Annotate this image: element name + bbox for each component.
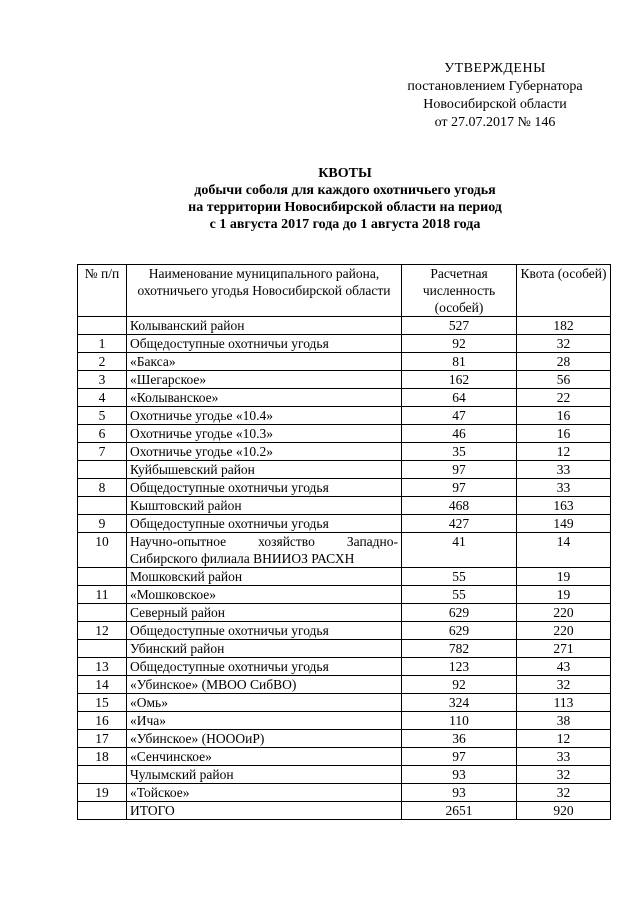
row-name: «Омь» bbox=[127, 694, 402, 712]
row-num: 19 bbox=[78, 784, 127, 802]
row-quota: 163 bbox=[517, 497, 611, 515]
row-population: 55 bbox=[402, 586, 517, 604]
document-title bbox=[80, 165, 610, 233]
row-population: 324 bbox=[402, 694, 517, 712]
row-population: 97 bbox=[402, 748, 517, 766]
table-row bbox=[78, 515, 611, 533]
row-num: 1 bbox=[78, 335, 127, 353]
row-population: 123 bbox=[402, 658, 517, 676]
approval-heading: УТВЕРЖДЕНЫ bbox=[444, 61, 546, 76]
row-num: 10 bbox=[78, 533, 127, 568]
row-num: 17 bbox=[78, 730, 127, 748]
row-quota: 19 bbox=[517, 586, 611, 604]
row-quota: 32 bbox=[517, 784, 611, 802]
table-row bbox=[78, 407, 611, 425]
row-population: 782 bbox=[402, 640, 517, 658]
approval-line-2: Новосибирской области bbox=[423, 97, 567, 112]
table-row bbox=[78, 497, 611, 515]
row-num bbox=[78, 766, 127, 784]
row-quota: 32 bbox=[517, 766, 611, 784]
row-num bbox=[78, 568, 127, 586]
title-main: КВОТЫ bbox=[318, 166, 372, 181]
row-quota: 12 bbox=[517, 730, 611, 748]
row-name: «Колыванское» bbox=[127, 389, 402, 407]
table-row bbox=[78, 568, 611, 586]
row-name: Колыванский район bbox=[127, 317, 402, 335]
row-quota: 33 bbox=[517, 479, 611, 497]
row-population: 162 bbox=[402, 371, 517, 389]
row-quota: 220 bbox=[517, 604, 611, 622]
row-quota: 113 bbox=[517, 694, 611, 712]
approval-line-3: от 27.07.2017 № 146 bbox=[434, 115, 556, 130]
row-population: 36 bbox=[402, 730, 517, 748]
table-row bbox=[78, 335, 611, 353]
row-name: Убинский район bbox=[127, 640, 402, 658]
row-name: ИТОГО bbox=[127, 802, 402, 820]
row-quota: 33 bbox=[517, 461, 611, 479]
row-name: «Убинское» (НОООиР) bbox=[127, 730, 402, 748]
table-row bbox=[78, 712, 611, 730]
row-population: 81 bbox=[402, 353, 517, 371]
row-name: Общедоступные охотничьи угодья bbox=[127, 515, 402, 533]
row-population: 55 bbox=[402, 568, 517, 586]
row-name: Общедоступные охотничьи угодья bbox=[127, 479, 402, 497]
header-name: Наименование муниципального района, охотничьего угодья Новосибирской области bbox=[127, 265, 402, 317]
header-num: № п/п bbox=[78, 265, 127, 317]
table-row bbox=[78, 640, 611, 658]
row-num: 9 bbox=[78, 515, 127, 533]
row-num: 18 bbox=[78, 748, 127, 766]
title-line-2: на территории Новосибирской области на период bbox=[188, 200, 502, 215]
header-quota: Квота (особей) bbox=[517, 265, 611, 317]
row-population: 93 bbox=[402, 784, 517, 802]
row-population: 110 bbox=[402, 712, 517, 730]
row-quota: 33 bbox=[517, 748, 611, 766]
row-num bbox=[78, 640, 127, 658]
row-name: Чулымский район bbox=[127, 766, 402, 784]
row-num: 2 bbox=[78, 353, 127, 371]
row-population: 427 bbox=[402, 515, 517, 533]
row-name: Общедоступные охотничьи угодья bbox=[127, 335, 402, 353]
row-name: Куйбышевский район bbox=[127, 461, 402, 479]
table-row bbox=[78, 694, 611, 712]
row-population: 97 bbox=[402, 461, 517, 479]
row-name: Общедоступные охотничьи угодья bbox=[127, 622, 402, 640]
row-name: Общедоступные охотничьи угодья bbox=[127, 658, 402, 676]
table-row bbox=[78, 676, 611, 694]
row-quota: 19 bbox=[517, 568, 611, 586]
row-num: 6 bbox=[78, 425, 127, 443]
row-population: 468 bbox=[402, 497, 517, 515]
table-row bbox=[78, 425, 611, 443]
table-row bbox=[78, 622, 611, 640]
table-row bbox=[78, 371, 611, 389]
row-quota: 220 bbox=[517, 622, 611, 640]
row-quota: 32 bbox=[517, 676, 611, 694]
row-num: 13 bbox=[78, 658, 127, 676]
table-row bbox=[78, 317, 611, 335]
approval-block bbox=[405, 60, 585, 132]
row-population: 93 bbox=[402, 766, 517, 784]
row-quota: 12 bbox=[517, 443, 611, 461]
row-name: Охотничье угодье «10.2» bbox=[127, 443, 402, 461]
row-population: 46 bbox=[402, 425, 517, 443]
row-num: 3 bbox=[78, 371, 127, 389]
row-quota: 149 bbox=[517, 515, 611, 533]
table-row bbox=[78, 748, 611, 766]
table-row bbox=[78, 586, 611, 604]
row-name: «Мошковское» bbox=[127, 586, 402, 604]
row-num bbox=[78, 461, 127, 479]
row-population: 527 bbox=[402, 317, 517, 335]
row-name: Кыштовский район bbox=[127, 497, 402, 515]
table-row bbox=[78, 730, 611, 748]
title-line-1: добычи соболя для каждого охотничьего угодья bbox=[194, 183, 496, 198]
row-population: 629 bbox=[402, 622, 517, 640]
row-quota: 16 bbox=[517, 407, 611, 425]
row-population: 64 bbox=[402, 389, 517, 407]
row-quota: 43 bbox=[517, 658, 611, 676]
row-population: 92 bbox=[402, 335, 517, 353]
table-row bbox=[78, 479, 611, 497]
row-num: 16 bbox=[78, 712, 127, 730]
quota-table bbox=[77, 264, 611, 820]
row-name: Мошковский район bbox=[127, 568, 402, 586]
header-population: Расчетная численность (особей) bbox=[402, 265, 517, 317]
row-name: «Сенчинское» bbox=[127, 748, 402, 766]
row-num bbox=[78, 802, 127, 820]
row-num: 8 bbox=[78, 479, 127, 497]
row-name: «Убинское» (МВОО СибВО) bbox=[127, 676, 402, 694]
row-name: «Бакса» bbox=[127, 353, 402, 371]
table-row bbox=[78, 604, 611, 622]
row-name: Северный район bbox=[127, 604, 402, 622]
row-num bbox=[78, 497, 127, 515]
row-num: 15 bbox=[78, 694, 127, 712]
row-population: 35 bbox=[402, 443, 517, 461]
row-quota: 271 bbox=[517, 640, 611, 658]
row-num: 14 bbox=[78, 676, 127, 694]
row-quota: 16 bbox=[517, 425, 611, 443]
title-line-3: с 1 августа 2017 года до 1 августа 2018 года bbox=[209, 217, 481, 232]
table-row bbox=[78, 766, 611, 784]
row-num: 4 bbox=[78, 389, 127, 407]
row-population: 629 bbox=[402, 604, 517, 622]
row-name: «Ича» bbox=[127, 712, 402, 730]
table-row bbox=[78, 353, 611, 371]
row-num: 7 bbox=[78, 443, 127, 461]
row-num: 5 bbox=[78, 407, 127, 425]
row-population: 97 bbox=[402, 479, 517, 497]
approval-line-1: постановлением Губернатора bbox=[407, 79, 583, 94]
row-quota: 920 bbox=[517, 802, 611, 820]
row-quota: 56 bbox=[517, 371, 611, 389]
row-name: Охотничье угодье «10.4» bbox=[127, 407, 402, 425]
table-row bbox=[78, 658, 611, 676]
row-name: Научно-опытное хозяйство Западно-Сибирского филиала ВНИИОЗ РАСХН bbox=[127, 533, 402, 568]
row-quota: 22 bbox=[517, 389, 611, 407]
table-row bbox=[78, 389, 611, 407]
row-quota: 28 bbox=[517, 353, 611, 371]
row-population: 2651 bbox=[402, 802, 517, 820]
table-body bbox=[78, 317, 611, 820]
row-name: Охотничье угодье «10.3» bbox=[127, 425, 402, 443]
row-name: «Тойское» bbox=[127, 784, 402, 802]
table-row bbox=[78, 461, 611, 479]
row-quota: 32 bbox=[517, 335, 611, 353]
row-population: 41 bbox=[402, 533, 517, 568]
row-population: 47 bbox=[402, 407, 517, 425]
table-row-total bbox=[78, 802, 611, 820]
row-num bbox=[78, 604, 127, 622]
row-num: 12 bbox=[78, 622, 127, 640]
row-quota: 14 bbox=[517, 533, 611, 568]
row-population: 92 bbox=[402, 676, 517, 694]
table-header-row bbox=[78, 265, 611, 317]
row-num: 11 bbox=[78, 586, 127, 604]
table-row bbox=[78, 443, 611, 461]
row-num bbox=[78, 317, 127, 335]
table-row bbox=[78, 533, 611, 568]
row-name: «Шегарское» bbox=[127, 371, 402, 389]
row-quota: 182 bbox=[517, 317, 611, 335]
table-row bbox=[78, 784, 611, 802]
row-quota: 38 bbox=[517, 712, 611, 730]
